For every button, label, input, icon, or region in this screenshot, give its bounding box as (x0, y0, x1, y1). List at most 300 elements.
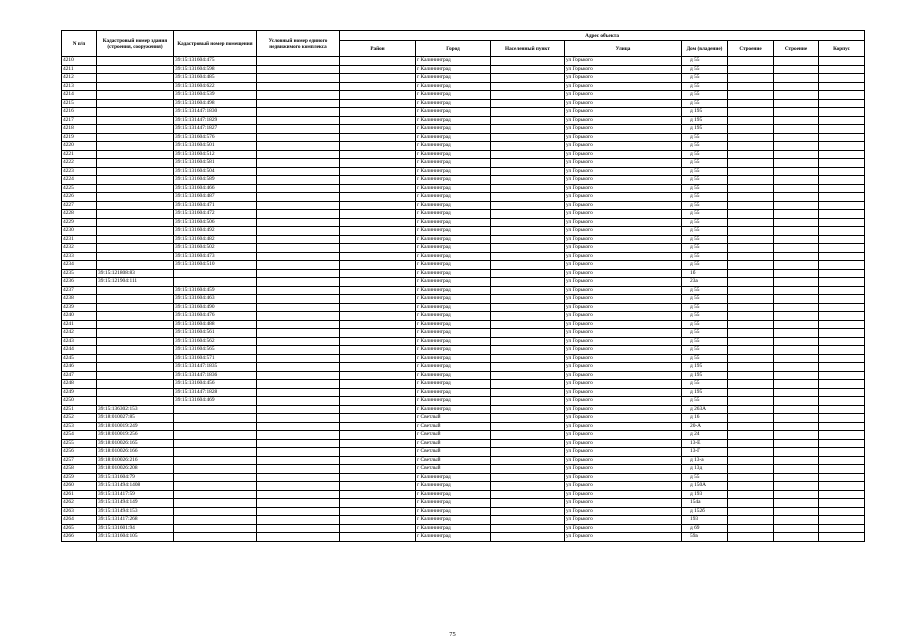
cell-korpus (819, 439, 865, 448)
cell-district (340, 91, 416, 100)
cell-num: 4256 (62, 448, 97, 457)
cell-district (340, 193, 416, 202)
table-row (62, 524, 865, 533)
cell-building (728, 150, 774, 159)
cell-cad-premises: 39:15:131604:456 (174, 380, 257, 389)
cell-district (340, 431, 416, 440)
cell-korpus (819, 363, 865, 372)
cell-district (340, 261, 416, 270)
cell-street: ул Горького (565, 218, 682, 227)
table-row (62, 82, 865, 91)
cell-cad-building (97, 329, 174, 338)
cell-cad-premises (174, 490, 257, 499)
cell-cond-number (257, 405, 340, 414)
cell-cad-building (97, 295, 174, 304)
cell-city: г Калининград (416, 490, 491, 499)
cell-settlement (491, 193, 565, 202)
cell-house: 23а (682, 278, 728, 287)
cell-settlement (491, 482, 565, 491)
cell-building (728, 303, 774, 312)
cell-settlement (491, 507, 565, 516)
cell-district (340, 490, 416, 499)
cell-district (340, 116, 416, 125)
cell-building (728, 312, 774, 321)
cell-settlement (491, 235, 565, 244)
cell-cad-premises (174, 278, 257, 287)
cell-settlement (491, 490, 565, 499)
cell-korpus (819, 150, 865, 159)
cell-korpus (819, 278, 865, 287)
cell-cad-building: 39:15:131417:59 (97, 490, 174, 499)
cell-building (728, 278, 774, 287)
cell-cond-number (257, 125, 340, 134)
cell-cad-building: 39:15:131494:153 (97, 507, 174, 516)
table-row (62, 312, 865, 321)
cell-structure (774, 159, 819, 168)
cell-cond-number (257, 210, 340, 219)
cell-cad-building (97, 346, 174, 355)
cell-cad-premises (174, 507, 257, 516)
cell-structure (774, 252, 819, 261)
cell-house: д 16 (682, 414, 728, 423)
table-row (62, 278, 865, 287)
cell-korpus (819, 286, 865, 295)
table-row (62, 91, 865, 100)
cell-cond-number (257, 184, 340, 193)
cell-house: д 55 (682, 142, 728, 151)
cell-cad-premises: 39:15:131604:498 (174, 99, 257, 108)
table-row (62, 397, 865, 406)
cell-cad-premises: 39:15:131604:472 (174, 210, 257, 219)
cell-district (340, 235, 416, 244)
cell-building (728, 159, 774, 168)
cell-city: г Калининград (416, 405, 491, 414)
cell-structure (774, 533, 819, 542)
cell-city: г Калининград (416, 388, 491, 397)
cell-district (340, 371, 416, 380)
cell-building (728, 320, 774, 329)
cell-street: ул Горького (565, 74, 682, 83)
cell-building (728, 125, 774, 134)
cell-city: г Калининград (416, 533, 491, 542)
cell-korpus (819, 82, 865, 91)
cell-city: г Светлый (416, 465, 491, 474)
cell-district (340, 516, 416, 525)
cell-settlement (491, 346, 565, 355)
cell-num: 4257 (62, 456, 97, 465)
cell-korpus (819, 337, 865, 346)
cell-settlement (491, 278, 565, 287)
cell-district (340, 320, 416, 329)
cell-cond-number (257, 303, 340, 312)
cell-cond-number (257, 422, 340, 431)
cell-structure (774, 167, 819, 176)
cell-house: д 55 (682, 210, 728, 219)
cell-city: г Калининград (416, 524, 491, 533)
cell-city: г Калининград (416, 371, 491, 380)
cell-cad-building: 39:15:121808:83 (97, 269, 174, 278)
cell-cad-premises: 39:15:131604:492 (174, 227, 257, 236)
cell-korpus (819, 320, 865, 329)
table-row (62, 516, 865, 525)
cell-city: г Калининград (416, 329, 491, 338)
cell-settlement (491, 133, 565, 142)
cell-building (728, 405, 774, 414)
cell-num: 4217 (62, 116, 97, 125)
cell-num: 4229 (62, 218, 97, 227)
cell-house: д 195 (682, 108, 728, 117)
cell-cad-building (97, 65, 174, 74)
cell-street: ул Горького (565, 363, 682, 372)
cell-structure (774, 125, 819, 134)
cell-cad-premises (174, 269, 257, 278)
cell-street: ул Горького (565, 439, 682, 448)
cell-settlement (491, 312, 565, 321)
cell-cond-number (257, 482, 340, 491)
cell-korpus (819, 507, 865, 516)
cell-cad-building (97, 150, 174, 159)
cell-cad-premises: 39:15:131604:502 (174, 244, 257, 253)
cell-structure (774, 371, 819, 380)
cell-street: ул Горького (565, 346, 682, 355)
cell-cad-premises (174, 465, 257, 474)
cell-house: д 55 (682, 167, 728, 176)
cell-cad-premises: 39:15:131604:571 (174, 354, 257, 363)
header-house: Дом (владение) (682, 41, 728, 57)
cell-structure (774, 91, 819, 100)
cell-settlement (491, 227, 565, 236)
cell-house: д 55 (682, 82, 728, 91)
cell-building (728, 184, 774, 193)
cell-building (728, 252, 774, 261)
cell-cad-premises: 39:15:131604:463 (174, 295, 257, 304)
cell-korpus (819, 405, 865, 414)
header-cad-premises: Кадастровый номер помещения (174, 31, 257, 57)
cell-korpus (819, 414, 865, 423)
cell-street: ул Горького (565, 150, 682, 159)
table-row (62, 499, 865, 508)
cell-district (340, 176, 416, 185)
cell-house: д 55 (682, 159, 728, 168)
cell-num: 4252 (62, 414, 97, 423)
cell-district (340, 65, 416, 74)
cell-structure (774, 108, 819, 117)
table-row (62, 371, 865, 380)
cell-korpus (819, 524, 865, 533)
cell-cad-building (97, 184, 174, 193)
cell-city: г Калининград (416, 261, 491, 270)
cell-num: 4248 (62, 380, 97, 389)
table-row (62, 57, 865, 66)
cell-cad-building: 39:15:131494:149 (97, 499, 174, 508)
cell-cad-building (97, 252, 174, 261)
cell-city: г Калининград (416, 269, 491, 278)
cell-num: 4237 (62, 286, 97, 295)
cell-settlement (491, 167, 565, 176)
cell-num: 4261 (62, 490, 97, 499)
cell-street: ул Горького (565, 405, 682, 414)
cell-cond-number (257, 201, 340, 210)
cell-house: д 152б (682, 507, 728, 516)
cell-street: ул Горького (565, 99, 682, 108)
cell-num: 4265 (62, 524, 97, 533)
cell-cond-number (257, 346, 340, 355)
cell-building (728, 82, 774, 91)
cell-korpus (819, 91, 865, 100)
cell-structure (774, 278, 819, 287)
cell-street: ул Горького (565, 142, 682, 151)
cell-city: г Калининград (416, 176, 491, 185)
cell-street: ул Горького (565, 312, 682, 321)
cell-district (340, 74, 416, 83)
cell-house: д 195 (682, 388, 728, 397)
cell-korpus (819, 218, 865, 227)
cell-cad-building (97, 218, 174, 227)
cell-building (728, 422, 774, 431)
cell-street: ул Горького (565, 490, 682, 499)
cell-cad-building (97, 371, 174, 380)
cell-district (340, 269, 416, 278)
cell-cad-building: 39:18:010019:256 (97, 431, 174, 440)
cell-city: г Калининград (416, 346, 491, 355)
cell-cad-premises: 39:15:131604:488 (174, 320, 257, 329)
cell-cond-number (257, 244, 340, 253)
cell-cad-premises: 39:15:131447:1829 (174, 116, 257, 125)
cell-building (728, 465, 774, 474)
cell-cad-premises: 39:15:131604:581 (174, 159, 257, 168)
cell-cad-building (97, 363, 174, 372)
cell-cond-number (257, 448, 340, 457)
cell-settlement (491, 388, 565, 397)
cell-num: 4254 (62, 431, 97, 440)
cell-cad-premises (174, 405, 257, 414)
cell-cad-premises: 39:15:131604:589 (174, 176, 257, 185)
cell-cad-premises: 39:15:131604:459 (174, 286, 257, 295)
cell-num: 4234 (62, 261, 97, 270)
cell-cond-number (257, 431, 340, 440)
cell-settlement (491, 303, 565, 312)
cell-structure (774, 388, 819, 397)
cell-settlement (491, 524, 565, 533)
cell-num: 4240 (62, 312, 97, 321)
cell-korpus (819, 244, 865, 253)
cell-street: ул Горького (565, 388, 682, 397)
cell-building (728, 227, 774, 236)
cell-street: ул Горького (565, 473, 682, 482)
cell-street: ул Горького (565, 303, 682, 312)
header-korpus: Корпус (819, 41, 865, 57)
cell-cad-premises: 39:15:131604:504 (174, 167, 257, 176)
cell-cad-building (97, 227, 174, 236)
cell-cond-number (257, 380, 340, 389)
cell-num: 4243 (62, 337, 97, 346)
cell-settlement (491, 159, 565, 168)
cell-street: ул Горького (565, 516, 682, 525)
cell-street: ул Горького (565, 167, 682, 176)
cell-cad-building: 39:15:121904:111 (97, 278, 174, 287)
table-row (62, 473, 865, 482)
table-row (62, 150, 865, 159)
cell-cond-number (257, 516, 340, 525)
table-row (62, 388, 865, 397)
cell-cond-number (257, 108, 340, 117)
cell-district (340, 380, 416, 389)
cell-house: д 55 (682, 473, 728, 482)
cell-korpus (819, 74, 865, 83)
cell-cad-premises: 39:15:131604:562 (174, 337, 257, 346)
cell-street: ул Горького (565, 320, 682, 329)
cell-settlement (491, 363, 565, 372)
table-row (62, 176, 865, 185)
cell-city: г Калининград (416, 150, 491, 159)
cell-korpus (819, 448, 865, 457)
cell-street: ул Горького (565, 431, 682, 440)
cell-structure (774, 269, 819, 278)
cell-structure (774, 354, 819, 363)
cell-street: ул Горького (565, 210, 682, 219)
header-city: Город (416, 41, 491, 57)
cell-city: г Калининград (416, 244, 491, 253)
cell-num: 4212 (62, 74, 97, 83)
cell-cond-number (257, 235, 340, 244)
cell-cond-number (257, 473, 340, 482)
cell-num: 4228 (62, 210, 97, 219)
cell-korpus (819, 473, 865, 482)
table-row (62, 235, 865, 244)
cell-korpus (819, 159, 865, 168)
table-row (62, 125, 865, 134)
cell-cad-building: 39:15:131601:94 (97, 524, 174, 533)
cell-cond-number (257, 465, 340, 474)
cell-building (728, 193, 774, 202)
table-row (62, 533, 865, 542)
cell-building (728, 533, 774, 542)
cell-cond-number (257, 252, 340, 261)
cell-settlement (491, 74, 565, 83)
cell-building (728, 176, 774, 185)
cell-street: ул Горького (565, 261, 682, 270)
cell-cond-number (257, 167, 340, 176)
cell-city: г Калининград (416, 516, 491, 525)
table-row (62, 448, 865, 457)
cell-structure (774, 380, 819, 389)
cell-settlement (491, 380, 565, 389)
cell-city: г Калининград (416, 397, 491, 406)
cell-num: 4211 (62, 65, 97, 74)
cell-settlement (491, 337, 565, 346)
cell-cad-building (97, 388, 174, 397)
cell-city: г Калининград (416, 227, 491, 236)
cell-building (728, 439, 774, 448)
cell-cond-number (257, 286, 340, 295)
cell-cad-building (97, 201, 174, 210)
cell-korpus (819, 354, 865, 363)
cell-city: г Калининград (416, 99, 491, 108)
cell-cad-building (97, 57, 174, 66)
cell-cad-premises: 39:15:131604:482 (174, 235, 257, 244)
cell-building (728, 346, 774, 355)
cell-settlement (491, 116, 565, 125)
cell-street: ул Горького (565, 465, 682, 474)
cell-num: 4241 (62, 320, 97, 329)
cell-structure (774, 337, 819, 346)
cell-city: г Калининград (416, 507, 491, 516)
cell-city: г Калининград (416, 74, 491, 83)
cell-city: г Калининград (416, 320, 491, 329)
cell-structure (774, 363, 819, 372)
cell-district (340, 507, 416, 516)
cell-cad-premises (174, 533, 257, 542)
cell-korpus (819, 210, 865, 219)
cell-settlement (491, 125, 565, 134)
cell-house: д 263А (682, 405, 728, 414)
cell-cad-building: 39:18:010019:249 (97, 422, 174, 431)
cell-city: г Светлый (416, 448, 491, 457)
cell-cond-number (257, 261, 340, 270)
cell-building (728, 524, 774, 533)
cell-settlement (491, 201, 565, 210)
cell-settlement (491, 108, 565, 117)
cell-num: 4251 (62, 405, 97, 414)
cell-house: 193 (682, 516, 728, 525)
cell-settlement (491, 397, 565, 406)
cell-city: г Калининград (416, 473, 491, 482)
cell-cond-number (257, 371, 340, 380)
cell-korpus (819, 431, 865, 440)
cell-district (340, 465, 416, 474)
cell-house: д 55 (682, 74, 728, 83)
cell-house: д 55 (682, 133, 728, 142)
cell-building (728, 397, 774, 406)
table-row (62, 490, 865, 499)
cell-structure (774, 456, 819, 465)
cell-cad-premises (174, 431, 257, 440)
cell-num: 4213 (62, 82, 97, 91)
cell-num: 4223 (62, 167, 97, 176)
cell-building (728, 201, 774, 210)
cell-cad-building (97, 286, 174, 295)
cell-cad-premises: 39:15:131604:510 (174, 261, 257, 270)
cell-korpus (819, 133, 865, 142)
cell-structure (774, 499, 819, 508)
cell-settlement (491, 176, 565, 185)
cell-cad-premises (174, 473, 257, 482)
cell-city: г Калининград (416, 133, 491, 142)
cell-district (340, 252, 416, 261)
cell-city: г Калининград (416, 312, 491, 321)
cell-district (340, 167, 416, 176)
cell-city: г Калининград (416, 210, 491, 219)
cell-settlement (491, 448, 565, 457)
cell-cad-building (97, 74, 174, 83)
cell-district (340, 346, 416, 355)
cell-building (728, 218, 774, 227)
cell-cad-premises: 39:15:131604:471 (174, 201, 257, 210)
cell-street: ул Горького (565, 116, 682, 125)
cell-num: 4262 (62, 499, 97, 508)
header-structure: Строение (774, 41, 819, 57)
cell-num: 4250 (62, 397, 97, 406)
cell-num: 4227 (62, 201, 97, 210)
cell-house: д 55 (682, 150, 728, 159)
cell-num: 4264 (62, 516, 97, 525)
cell-building (728, 337, 774, 346)
cell-structure (774, 312, 819, 321)
table-row (62, 210, 865, 219)
cell-building (728, 329, 774, 338)
cell-cad-premises: 39:15:131604:476 (174, 312, 257, 321)
cell-num: 4226 (62, 193, 97, 202)
